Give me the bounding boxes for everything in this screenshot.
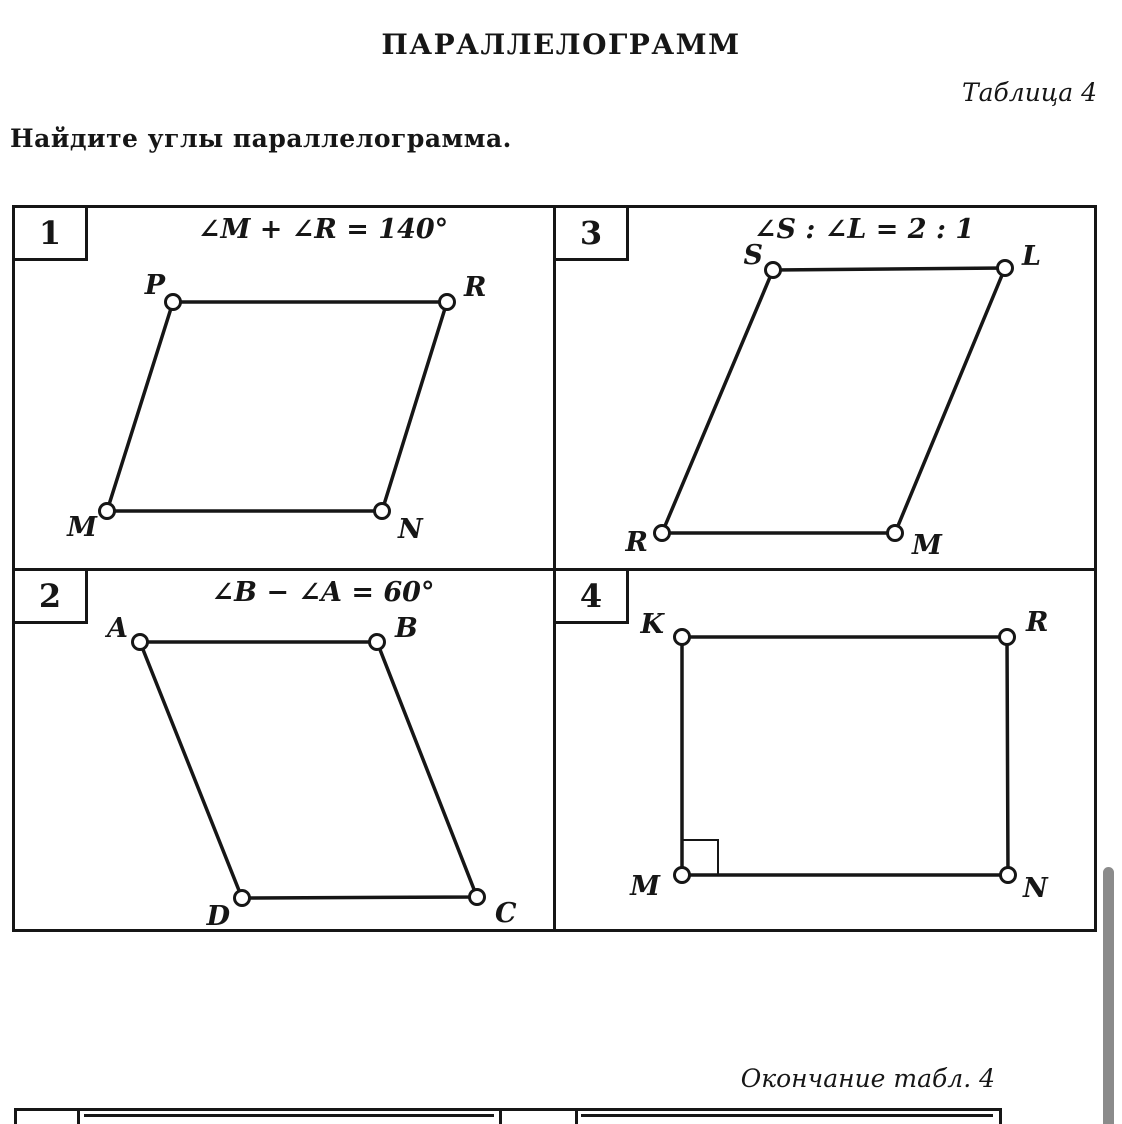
vertex-label: L [1022,241,1041,272]
vertex-dot [766,263,781,278]
parallelogram-figure-1 [15,208,553,568]
vertex-label: P [144,270,165,301]
vertex-label: N [1023,873,1048,904]
vertex-label: B [395,613,418,644]
vertex-dot [655,526,670,541]
problem-number-box [553,205,629,261]
vertex-dot [675,868,690,883]
vertex-label: K [640,609,664,640]
vertex-dot [470,890,485,905]
problem-number: 1 [38,214,62,252]
parallelogram-outline [140,642,477,898]
problem-formula: ∠S : ∠L = 2 : 1 [753,214,975,245]
parallelogram-figure-3 [556,208,1091,568]
parallelogram-outline [107,302,447,511]
vertex-dot [675,630,690,645]
problem-cell-1 [15,208,556,571]
footer-table-caption: Окончание табл. 4 [740,1064,995,1093]
rectangle-outline [682,637,1008,875]
vertex-dot [440,295,455,310]
rectangle-figure-4 [556,571,1091,929]
problem-formula: ∠B − ∠A = 60° [211,577,435,608]
vertex-label: M [912,530,942,561]
problem-number: 3 [579,214,603,252]
vertex-label: R [1026,607,1049,638]
vertex-label: C [495,898,517,929]
problems-table [12,205,1097,932]
problem-number: 4 [579,577,603,615]
vertex-label: R [464,272,487,303]
vertex-label: D [206,901,230,929]
table-caption: Таблица 4 [961,78,1097,107]
vertex-dot [1000,630,1015,645]
instruction-text: Найдите углы параллелограмма. [10,124,512,153]
problem-number-box [553,568,629,624]
problem-cell-4 [556,571,1094,929]
vertex-dot [375,504,390,519]
vertex-dot [1001,868,1016,883]
problem-cell-2 [15,571,556,929]
vertex-label: N [398,514,423,545]
vertex-dot [235,891,250,906]
vertex-dot [166,295,181,310]
problem-number: 2 [38,577,62,615]
vertex-dot [888,526,903,541]
parallelogram-outline [662,268,1005,533]
vertex-dot [998,261,1013,276]
vertex-label: M [67,512,97,543]
vertex-dot [133,635,148,650]
page-title: ПАРАЛЛЕЛОГРАММ [381,28,741,61]
vertex-label: S [743,240,763,271]
parallelogram-figure-2 [15,571,553,929]
vertex-dot [370,635,385,650]
scrollbar-thumb[interactable] [1103,867,1114,1124]
problem-cell-3 [556,208,1094,571]
problem-formula: ∠M + ∠R = 140° [197,214,449,245]
vertex-dot [100,504,115,519]
vertex-label: M [630,871,660,902]
vertex-label: A [107,613,128,644]
vertex-label: R [625,527,648,558]
problem-number-box [12,568,88,624]
problem-number-box [12,205,88,261]
